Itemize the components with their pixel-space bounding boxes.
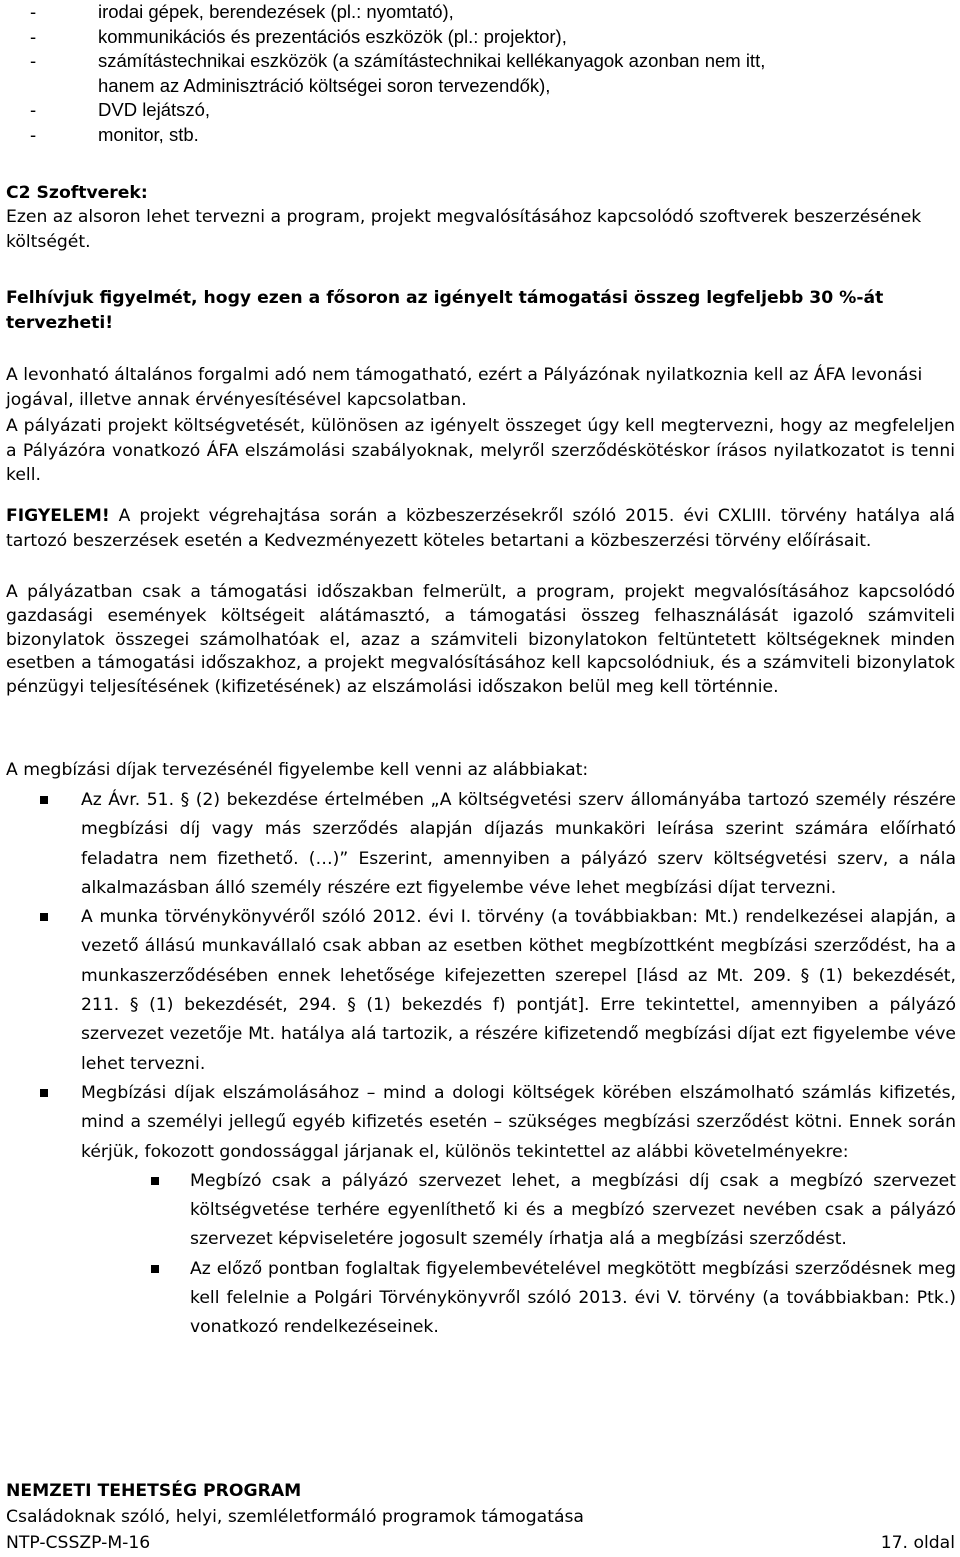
list-item <box>30 123 955 148</box>
list-item-text: számítástechnikai eszközök (a számítástechnikai kellékanyagok azonban nem itt, <box>98 50 766 71</box>
vat-paragraph-2: A pályázati projekt költségvetését, különösen az igényelt összeget úgy kell megtervezni, hogy az megfeleljen a Pályázóra vonatkozó ÁFA elszámolási szabályoknak, melyről szerződéskötéskor írásos nyilatkozatot is tenni kell. <box>6 416 955 486</box>
list-item <box>0 786 956 903</box>
page-footer <box>6 1478 955 1556</box>
list-item-continuation: hanem az Adminisztráció költségei soron tervezendők), <box>98 74 551 96</box>
section-intro: Ezen az alsoron lehet tervezni a program, projekt megvalósításához kapcsolódó szoftverek beszerzésének költségét. <box>6 207 922 252</box>
bullet-text: Megbízási díjak elszámolásához – mind a dologi költségek körében elszámolható számlás kifizetés, mind a személyi jellegű egyéb kifizetés esetén – szükséges megbízási szerződést kötni. Ennek során kérjük, fokozott gondossággal járjanak el, különös tekintettel az alábbi követelményekre: <box>81 1082 956 1162</box>
list-item <box>0 1167 956 1255</box>
list-dash: - <box>30 50 37 71</box>
fees-bullet-list <box>0 786 960 1343</box>
square-bullet-icon <box>40 1089 48 1097</box>
section-title: C2 Szoftverek: <box>6 183 148 203</box>
square-bullet-icon <box>151 1265 159 1273</box>
list-item-text: irodai gépek, berendezések (pl.: nyomtató), <box>98 1 454 22</box>
list-dash: - <box>30 1 37 22</box>
attention-label: FIGYELEM! <box>6 506 110 526</box>
square-bullet-icon <box>40 796 48 804</box>
footer-row <box>6 1530 955 1556</box>
list-item <box>30 0 955 25</box>
list-item <box>30 98 955 123</box>
list-item <box>30 49 955 98</box>
bullet-text: A munka törvénykönyvéről szóló 2012. évi I. törvény (a továbbiakban: Mt.) rendelkezései alapján, a vezető állású munkavállaló csak abban az esetben köthet megbízottként megbízási szerződést, ha a munkaszerződésében ennek lehetősége kifejezetten szerepel [lásd az Mt. 209. § (1) bekezdését, 211. § (1) bekezdését, 294. § (1) bekezdés f) pontját]. Erre tekintettel, amennyiben a pályázó szervezet vezetője Mt. hatálya alá tartozik, a részére kifizetendő megbízási díjat ezt figyelembe véve lehet tervezni. <box>81 907 956 1074</box>
footer-program: NEMZETI TEHETSÉG PROGRAM <box>6 1481 302 1501</box>
equipment-list <box>30 0 955 147</box>
bullet-text: Az Ávr. 51. § (2) bekezdése értelmében „A költségvetési szerv állományába tartozó személy részére megbízási díj vagy más szerződés alapján díjazás munkaköri leírása szerint számára előírható feladatra nem fizethető. (…)” Eszerint, amennyiben a pályázó szerv költségvetési szerv, a nála alkalmazásban álló személy részére ezt figyelembe véve lehet megbízási díjat tervezni. <box>81 790 956 898</box>
attention-paragraph <box>6 504 955 553</box>
sub-bullet-text: Megbízó csak a pályázó szervezet lehet, a megbízási díj csak a megbízó szervezet költségvetése terhére egyenlíthető ki és a megbízó szervezet nevében csak a pályázó szervezet képviseletére jogosult személy írhatja alá a megbízási szerződést. <box>190 1170 956 1250</box>
page-number: 17. oldal <box>880 1533 955 1553</box>
list-dash: - <box>30 123 37 145</box>
list-item-text: monitor, stb. <box>98 123 199 145</box>
sub-bullet-text: Az előző pontban foglaltak figyelembevételével megkötött megbízási szerződésnek meg kell felelnie a Polgári Törvénykönyvről szóló 2013. évi V. törvény (a továbbiakban: Ptk.) vonatkozó rendelkezéseinek. <box>190 1258 956 1338</box>
footer-subtitle: Családoknak szóló, helyi, szemléletformáló programok támogatása <box>6 1507 584 1527</box>
notice-paragraph: Felhívjuk figyelmét, hogy ezen a fősoron az igényelt támogatási összeg legfeljebb 30 %-át tervezheti! <box>6 288 884 333</box>
footer-code: NTP-CSSZP-M-16 <box>6 1533 151 1553</box>
list-dash: - <box>30 99 37 120</box>
list-dash: - <box>30 25 37 47</box>
list-item <box>30 25 955 50</box>
attention-text: A projekt végrehajtása során a közbeszerzésekről szóló 2015. évi CXLIII. törvény hatálya alá tartozó beszerzések esetén a Kedvezményezett köteles betartani a közbeszerzési törvény előírásait. <box>6 506 955 551</box>
square-bullet-icon <box>151 1177 159 1185</box>
fees-intro: A megbízási díjak tervezésénél figyelembe kell venni az alábbiakat: <box>6 760 589 780</box>
square-bullet-icon <box>40 913 48 921</box>
list-item-text: kommunikációs és prezentációs eszközök (pl.: projektor), <box>98 25 567 47</box>
list-item <box>0 1255 956 1343</box>
list-item <box>0 903 956 1079</box>
list-item <box>0 1079 956 1167</box>
period-paragraph: A pályázatban csak a támogatási időszakban felmerült, a program, projekt megvalósításához kapcsolódó gazdasági események költségeit alátámasztó, a támogatási összeg felhasználását igazoló számviteli bizonylatok összegei számolhatóak el, azaz a számviteli bizonylatokon feltüntetett költségeknek minden esetben a támogatási időszakhoz, a projekt megvalósításához kell kapcsolódniuk, és a számviteli bizonylatok pénzügyi teljesítésének (kifizetésének) az elszámolási időszakon belül meg kell történnie. <box>6 582 955 698</box>
list-item-text: DVD lejátszó, <box>98 99 211 120</box>
vat-paragraph-1: A levonható általános forgalmi adó nem támogatható, ezért a Pályázónak nyilatkoznia kell az ÁFA levonási jogával, illetve annak érvényesítésével kapcsolatban. <box>6 365 923 410</box>
